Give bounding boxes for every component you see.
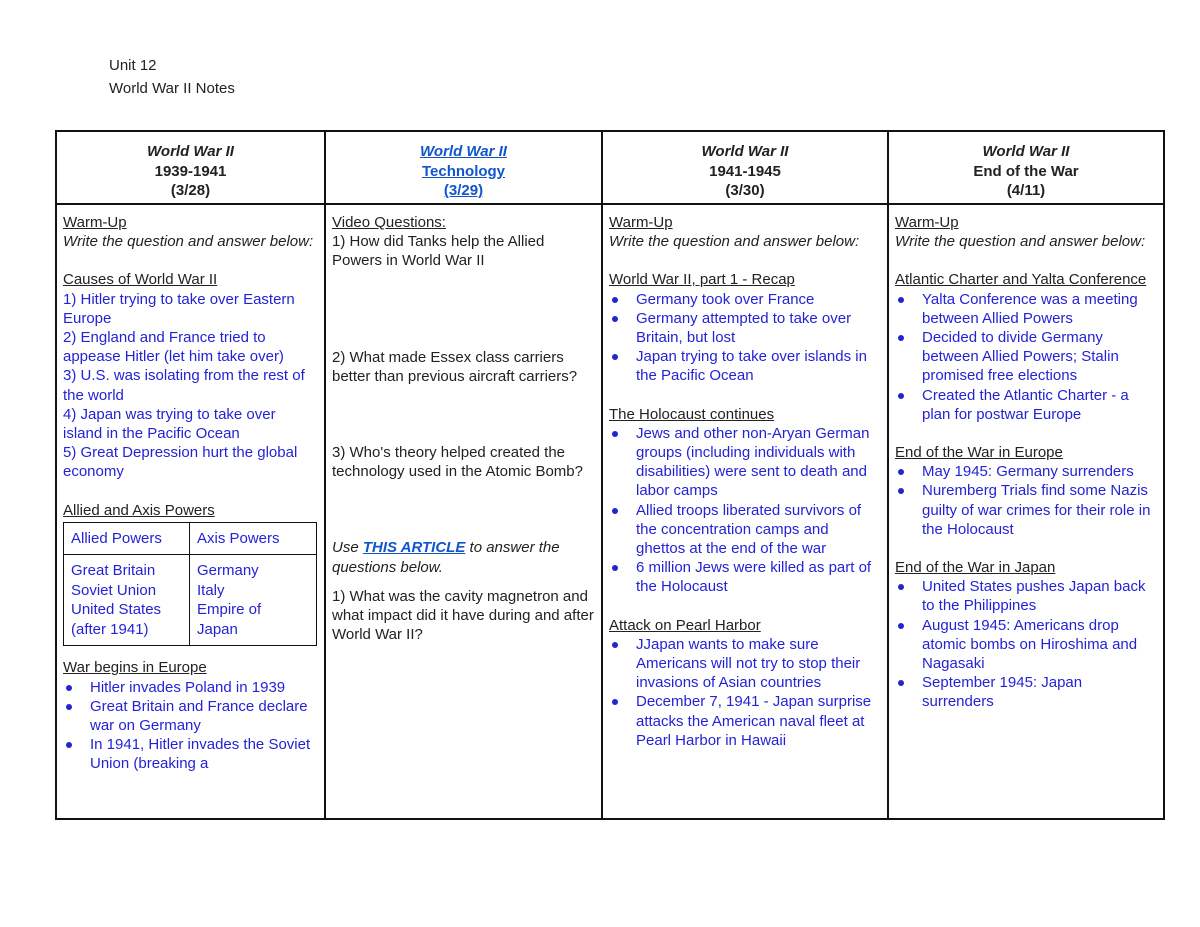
cause-item: 2) England and France tried to appease Hitler (let him take over)	[63, 329, 284, 366]
section-title: Allied and Axis Powers	[63, 501, 215, 519]
list-item: May 1945: Germany surrenders	[895, 462, 1157, 481]
list-item: Germany attempted to take over Britain, but lost	[609, 309, 881, 347]
column-header-4: World War II End of the War (4/11)	[888, 131, 1164, 204]
list-item: Japan trying to take over islands in the Pacific Ocean	[609, 347, 881, 385]
list-item: Created the Atlantic Charter - a plan for postwar Europe	[895, 386, 1157, 424]
cause-item: 1) Hitler trying to take over Eastern Europe	[63, 290, 295, 327]
list-item: JJapan wants to make sure Americans will not try to stop their invasions of Asian countries	[609, 635, 881, 693]
cause-item: 5) Great Depression hurt the global economy	[63, 444, 298, 481]
bullet-list	[895, 577, 1157, 711]
video-label: Video Questions:	[332, 214, 446, 231]
notes-table	[55, 130, 1165, 820]
question: 1) What was the cavity magnetron and what impact did it have during and after World War II?	[332, 587, 594, 644]
list-item: Decided to divide Germany between Allied Powers; Stalin promised free elections	[895, 328, 1157, 386]
list-item: Nuremberg Trials find some Nazis guilty of war crimes for their role in the Holocaust	[895, 481, 1157, 539]
content-row	[56, 204, 1164, 819]
article-link[interactable]: THIS ARTICLE	[362, 539, 466, 557]
section-title: End of the War in Japan	[895, 559, 1056, 577]
list-item: August 1945: Americans drop atomic bombs on Hiroshima and Nagasaki	[895, 616, 1157, 674]
axis-header: Axis Powers	[190, 522, 317, 555]
cause-item: 4) Japan was trying to take over island in the Pacific Ocean	[63, 405, 276, 443]
column-header-1: World War II 1939-1941 (3/28)	[56, 131, 325, 204]
warmup-text: Write the question and answer below:	[895, 233, 1146, 251]
document-title: World War II Notes	[109, 80, 235, 97]
list-item: December 7, 1941 - Japan surprise attacks the American naval fleet at Pearl Harbor in Hawaii	[609, 692, 881, 750]
document-header	[109, 54, 235, 100]
technology-link[interactable]: World War II	[420, 143, 507, 160]
question: 3) Who's theory helped created the technology used in the Atomic Bomb?	[332, 444, 583, 481]
section-title: The Holocaust continues	[609, 405, 775, 423]
powers-table	[63, 522, 317, 647]
unit-label: Unit 12	[109, 57, 157, 74]
warmup-text: Write the question and answer below:	[609, 233, 860, 251]
section-title: Attack on Pearl Harbor	[609, 616, 761, 634]
warmup-label: Warm-Up	[609, 214, 673, 231]
allied-header: Allied Powers	[64, 522, 190, 555]
warmup-text: Write the question and answer below:	[63, 233, 314, 251]
list-item: Hitler invades Poland in 1939	[63, 678, 318, 697]
list-item: Yalta Conference was a meeting between Allied Powers	[895, 290, 1157, 328]
list-item: Germany took over France	[609, 290, 881, 309]
section-title: Atlantic Charter and Yalta Conference	[895, 271, 1147, 289]
column-header-2[interactable]: World War II Technology (3/29)	[325, 131, 602, 204]
bullet-list	[609, 424, 881, 597]
section-title: World War II, part 1 - Recap	[609, 271, 795, 289]
warmup-label: Warm-Up	[63, 214, 127, 231]
bullet-list	[895, 290, 1157, 424]
question: 2) What made Essex class carriers better than previous aircraft carriers?	[332, 348, 578, 385]
column-2-content	[325, 204, 602, 819]
column-header-3: World War II 1941-1945 (3/30)	[602, 131, 888, 204]
column-3-content	[602, 204, 888, 819]
section-title: War begins in Europe	[63, 659, 207, 677]
list-item: September 1945: Japan surrenders	[895, 673, 1157, 711]
warmup-label: Warm-Up	[895, 214, 959, 231]
question: 1) How did Tanks help the Allied Powers in World War II	[332, 233, 545, 270]
bullet-list	[895, 462, 1157, 539]
header-row	[56, 131, 1164, 204]
article-instruction: Use THIS ARTICLE to answer the questions below.	[332, 539, 560, 576]
section-title: End of the War in Europe	[895, 444, 1063, 462]
bullet-list	[609, 290, 881, 386]
list-item: Jews and other non-Aryan German groups (including individuals with disabilities) were sent to death and labor camps	[609, 424, 881, 501]
list-item: Allied troops liberated survivors of the concentration camps and ghettos at the end of the war	[609, 501, 881, 559]
bullet-list	[63, 678, 318, 774]
cause-item: 3) U.S. was isolating from the rest of the world	[63, 367, 305, 404]
list-item: Great Britain and France declare war on Germany	[63, 697, 318, 735]
column-1-content	[56, 204, 325, 819]
list-item: In 1941, Hitler invades the Soviet Union (breaking a	[63, 735, 318, 773]
list-item: United States pushes Japan back to the Philippines	[895, 577, 1157, 615]
column-4-content	[888, 204, 1164, 819]
allied-list: Great Britain Soviet Union United States (after 1941)	[64, 555, 190, 646]
bullet-list	[609, 635, 881, 750]
section-title: Causes of World War II	[63, 271, 218, 289]
list-item: 6 million Jews were killed as part of the Holocaust	[609, 558, 881, 596]
axis-list: Germany Italy Empire of Japan	[190, 555, 317, 646]
